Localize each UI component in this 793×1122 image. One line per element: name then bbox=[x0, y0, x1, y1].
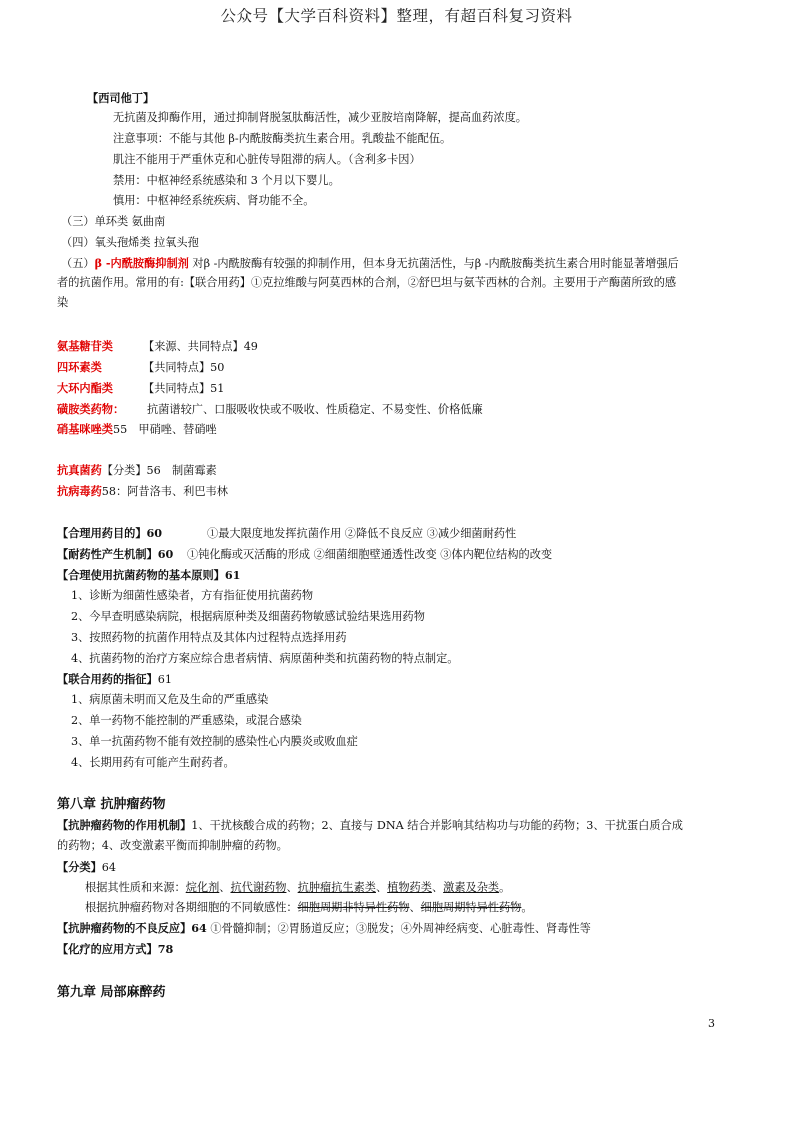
by-source-line: 根据其性质和来源：烷化剂、抗代谢药物、抗肿瘤抗生素类、植物药类、激素及杂类。 bbox=[85, 881, 511, 894]
mechanism-line-2: 的药物；4、改变激素平衡而抑制肿瘤的药物。 bbox=[57, 839, 288, 852]
principle-item: 3、按照药物的抗菌作用特点及其体内过程特点选择用药 bbox=[71, 631, 347, 644]
item-5-line-2: 者的抗菌作用。常用的有:【联合用药】①克拉维酸与阿莫西林的合剂，②舒巴坦与氨苄西林的合剂。主要用于产酶菌所致的感 bbox=[57, 276, 677, 289]
classification-line bbox=[57, 859, 116, 876]
by-source-label: 根据其性质和来源： bbox=[85, 881, 186, 894]
by-source-item: 植物药类 bbox=[387, 881, 432, 894]
by-source-item: 激素及杂类 bbox=[443, 881, 500, 894]
combo-title-line bbox=[57, 671, 172, 688]
by-source-item: 抗代谢药物 bbox=[230, 881, 287, 894]
class-term: 硝基咪唑类 bbox=[57, 422, 113, 436]
cilastatin-line-3: 肌注不能用于严重休克和心脏传导阻滞的病人。（含利多卡因） bbox=[113, 153, 421, 166]
page-number: 3 bbox=[708, 1017, 715, 1030]
class-term: 大环内酯类 bbox=[57, 381, 113, 395]
chemo-title: 【化疗的应用方式】78 bbox=[57, 942, 174, 956]
antiviral-text: 58：阿昔洛韦、利巴韦林 bbox=[101, 485, 228, 498]
item-3: （三）单环类 氨曲南 bbox=[61, 215, 166, 228]
chapter-9-title: 第九章 局部麻醉药 bbox=[57, 985, 166, 1000]
item-5-prefix: （五） bbox=[61, 257, 95, 270]
class-term: 四环素类 bbox=[57, 360, 102, 374]
adverse-line bbox=[57, 920, 591, 937]
antiviral-line bbox=[57, 483, 228, 500]
combo-item: 2、单一药物不能控制的严重感染，或混合感染 bbox=[71, 714, 302, 727]
purpose-text: ①最大限度地发挥抗菌作用 ②降低不良反应 ③减少细菌耐药性 bbox=[207, 527, 517, 540]
class-text: 抗菌谱较广、口服吸收快或不吸收、性质稳定、不易变性、价格低廉 bbox=[147, 403, 483, 416]
item-5-text-a: 对β -内酰胺酶有较强的抑制作用，但本身无抗菌活性，与β -内酰胺酶类抗生素合用时能显著增强后 bbox=[188, 257, 679, 270]
class-text: 55 甲硝唑、替硝唑 bbox=[112, 423, 217, 436]
principle-item: 4、抗菌药物的治疗方案应综合患者病情、病原菌种类和抗菌药物的特点制定。 bbox=[71, 652, 459, 665]
item-4: （四）氧头孢烯类 拉氧头孢 bbox=[61, 236, 199, 249]
class-aminoglycoside bbox=[57, 338, 258, 355]
by-cycle-item: 细胞周期特异性药物 bbox=[420, 901, 522, 914]
mechanism-text-a: 1、干扰核酸合成的药物；2、直接与 DNA 结合并影响其结构功与功能的药物；3、干扰蛋白质合成 bbox=[191, 819, 683, 832]
by-source-item: 抗肿瘤抗生素类 bbox=[297, 881, 376, 894]
cilastatin-line-1: 无抗菌及抑酶作用，通过抑制肾脱氢肽酶活性，减少亚胺培南降解，提高血药浓度。 bbox=[113, 111, 527, 124]
combo-item: 4、长期用药有可能产生耐药者。 bbox=[71, 756, 235, 769]
cilastatin-title: 【西司他丁】 bbox=[87, 91, 155, 105]
principle-item: 2、今早查明感染病院，根据病原种类及细菌药物敏感试验结果选用药物 bbox=[71, 610, 425, 623]
mechanism-title: 【抗肿瘤药物的作用机制】 bbox=[57, 818, 192, 832]
antiviral-term: 抗病毒药 bbox=[57, 484, 102, 498]
page-header: 公众号【大学百科资料】整理，有超百科复习资料 bbox=[220, 7, 573, 25]
by-source-item: 烷化剂 bbox=[185, 881, 220, 894]
adverse-text: ①骨髓抑制；②胃肠道反应；③脱发；④外周神经病变、心脏毒性、肾毒性等 bbox=[210, 922, 591, 935]
resistance-line bbox=[57, 546, 552, 563]
class-tetracycline bbox=[57, 359, 224, 376]
mechanism-line-1 bbox=[57, 817, 683, 834]
purpose-title: 【合理用药目的】60 bbox=[57, 526, 163, 540]
combo-item: 1、病原菌未明而又危及生命的严重感染 bbox=[71, 693, 269, 706]
classification-title: 【分类】 bbox=[57, 860, 102, 874]
combo-page: 61 bbox=[157, 673, 172, 686]
chapter-8-title: 第八章 抗肿瘤药物 bbox=[57, 797, 166, 812]
antifungal-term: 抗真菌药 bbox=[57, 463, 102, 477]
classification-page: 64 bbox=[101, 861, 117, 874]
class-term: 磺胺类药物： bbox=[57, 402, 125, 416]
combo-item: 3、单一抗菌药物不能有效控制的感染性心内膜炎或败血症 bbox=[71, 735, 358, 748]
principle-item: 1、诊断为细菌性感染者，方有指征使用抗菌药物 bbox=[71, 589, 314, 602]
by-cycle-item: 细胞周期非特异性药物 bbox=[297, 901, 410, 914]
class-sulfonamide bbox=[57, 401, 483, 418]
resistance-text: ①钝化酶或灭活酶的形成 ②细菌细胞壁通透性改变 ③体内靶位结构的改变 bbox=[187, 548, 553, 561]
adverse-title: 【抗肿瘤药物的不良反应】64 bbox=[57, 921, 207, 935]
beta-lactamase-inhibitor-term: β -内酰胺酶抑制剂 bbox=[94, 256, 189, 270]
item-5-line-3: 染 bbox=[57, 296, 69, 309]
combo-title: 【联合用药的指征】 bbox=[57, 672, 158, 686]
purpose-line bbox=[57, 525, 516, 542]
principle-title: 【合理使用抗菌药物的基本原则】61 bbox=[57, 568, 241, 582]
class-nitroimidazole bbox=[57, 421, 217, 438]
class-text: 【共同特点】50 bbox=[143, 361, 225, 374]
class-macrolide bbox=[57, 380, 224, 397]
cilastatin-line-4: 禁用：中枢神经系统感染和 3 个月以下婴儿。 bbox=[113, 174, 340, 187]
by-cycle-line: 根据抗肿瘤药物对各期细胞的不同敏感性：细胞周期非特异性药物、细胞周期特异性药物。 bbox=[85, 901, 533, 914]
resistance-title: 【耐药性产生机制】60 bbox=[57, 547, 174, 561]
item-5-line-1 bbox=[61, 255, 679, 272]
antifungal-text: 【分类】56 制菌霉素 bbox=[101, 464, 217, 477]
class-term: 氨基糖苷类 bbox=[57, 339, 113, 353]
class-text: 【来源、共同特点】49 bbox=[143, 340, 258, 353]
antifungal-line bbox=[57, 462, 217, 479]
cilastatin-line-5: 慎用：中枢神经系统疾病、肾功能不全。 bbox=[113, 194, 315, 207]
class-text: 【共同特点】51 bbox=[143, 382, 225, 395]
by-cycle-label: 根据抗肿瘤药物对各期细胞的不同敏感性： bbox=[85, 901, 298, 914]
cilastatin-line-2: 注意事项：不能与其他 β-内酰胺酶类抗生素合用。乳酸盐不能配伍。 bbox=[113, 132, 452, 145]
